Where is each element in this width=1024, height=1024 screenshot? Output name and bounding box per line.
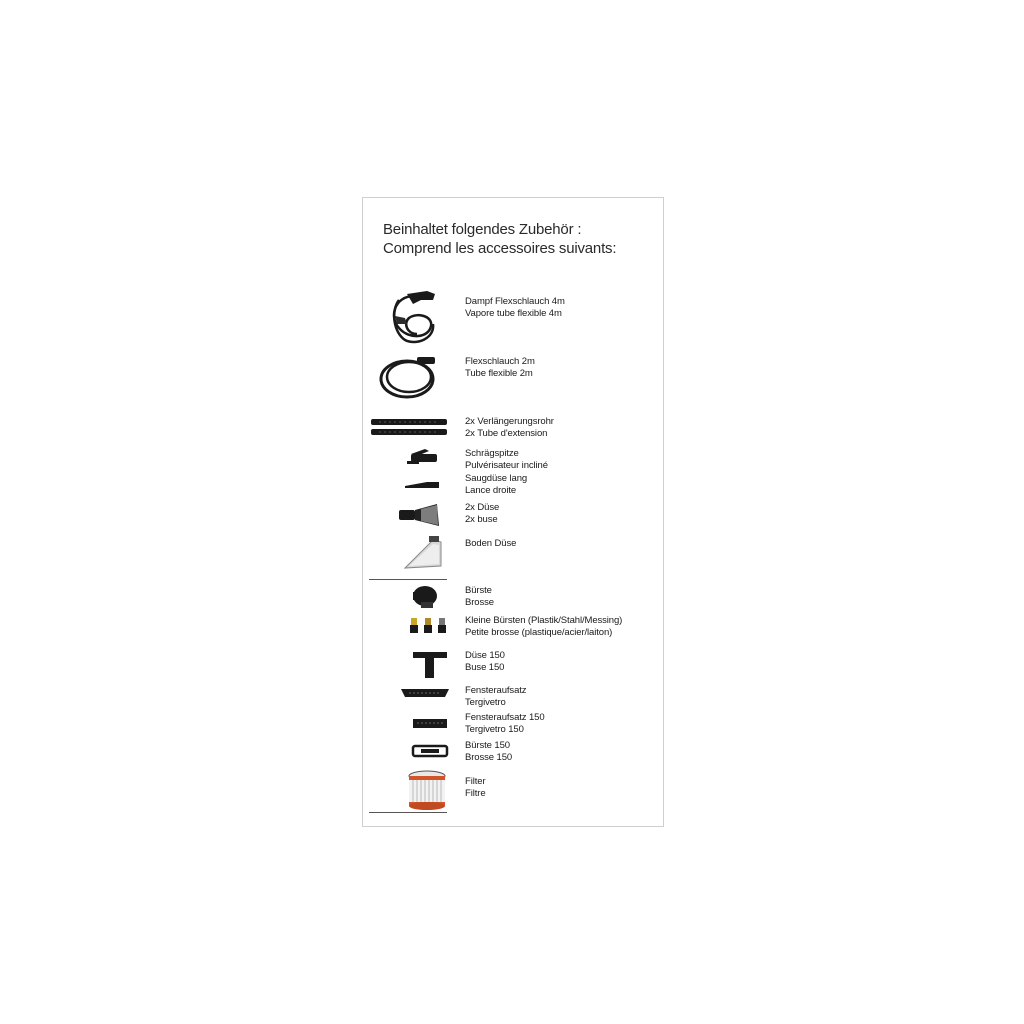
item-label-german: Fensteraufsatz 150 (465, 712, 545, 723)
list-item-small-brushes (363, 612, 663, 640)
item-label-german: Boden Düse (465, 538, 517, 549)
item-label-german: Flexschlauch 2m (465, 356, 535, 367)
item-label-french: Brosse 150 (465, 752, 513, 763)
item-label-german: Filter (465, 776, 486, 787)
t-nozzle-icon (369, 646, 449, 680)
cone-nozzle-icon (369, 498, 449, 532)
list-item-window-attachment (363, 685, 663, 711)
item-label-french: Pulvérisateur incliné (465, 460, 548, 471)
item-text (465, 448, 548, 472)
list-item-angled-nozzle (363, 446, 663, 470)
item-label-german: Fensteraufsatz (465, 685, 527, 696)
item-text (465, 356, 535, 380)
item-label-french: Petite brosse (plastique/acier/laiton) (465, 627, 613, 638)
list-item-extension-tube (363, 414, 663, 440)
list-item-floor-nozzle (363, 532, 663, 576)
item-label-french: 2x buse (465, 514, 498, 525)
item-text (465, 473, 527, 497)
item-text (465, 538, 516, 550)
accessories-heading (383, 220, 616, 258)
item-label-french: Tergivetro 150 (465, 724, 524, 735)
item-text (465, 416, 554, 440)
floor-nozzle-icon (369, 532, 449, 576)
divider (369, 812, 447, 813)
item-label-german: Dampf Flexschlauch 4m (465, 296, 565, 307)
item-text (465, 296, 565, 320)
item-label-german: Bürste 150 (465, 740, 510, 751)
item-text (465, 615, 622, 639)
item-text (465, 740, 512, 764)
item-label-french: Buse 150 (465, 662, 505, 673)
filter-icon (369, 768, 449, 814)
item-text (465, 685, 526, 709)
divider (369, 579, 447, 580)
item-label-german: Saugdüse lang (465, 473, 528, 484)
list-item-brush-150 (363, 739, 663, 765)
item-label-french: Filtre (465, 788, 486, 799)
extension-tube-icon (369, 414, 449, 440)
item-label-german: Düse 150 (465, 650, 505, 661)
list-item-cone-nozzle (363, 498, 663, 532)
item-text (465, 776, 486, 800)
heading-line-french: Comprend les accessoires suivants: (383, 240, 617, 257)
item-label-french: Tube flexible 2m (465, 368, 533, 379)
steam-hose-icon (369, 288, 449, 348)
item-label-german: Kleine Bürsten (Plastik/Stahl/Messing) (465, 615, 623, 626)
flex-hose-icon (369, 351, 449, 403)
item-label-french: Brosse (465, 597, 494, 608)
round-brush-icon (369, 582, 449, 610)
list-item-steam-hose (363, 288, 663, 348)
list-item-flex-hose (363, 351, 663, 403)
item-label-french: Lance droite (465, 485, 517, 496)
list-item-window-attachment-150 (363, 712, 663, 738)
small-brushes-icon (369, 612, 449, 640)
list-item-round-brush (363, 582, 663, 610)
item-label-german: Bürste (465, 585, 492, 596)
accessories-card (362, 197, 664, 827)
item-label-french: 2x Tube d'extension (465, 428, 548, 439)
item-text (465, 712, 545, 736)
item-text (465, 502, 499, 526)
list-item-long-nozzle (363, 472, 663, 496)
brush-150-icon (369, 739, 449, 765)
item-text (465, 585, 494, 609)
item-label-german: Schrägspitze (465, 448, 519, 459)
list-item-t-nozzle (363, 646, 663, 680)
window-attachment-150-icon (369, 712, 449, 738)
item-label-french: Vapore tube flexible 4m (465, 308, 562, 319)
list-item-filter (363, 768, 663, 814)
item-label-german: 2x Verlängerungsrohr (465, 416, 554, 427)
angled-nozzle-icon (369, 446, 449, 470)
window-attachment-icon (369, 685, 449, 711)
item-text (465, 650, 505, 674)
item-label-german: 2x Düse (465, 502, 500, 513)
item-label-french: Tergivetro (465, 697, 506, 708)
long-nozzle-icon (369, 472, 449, 496)
heading-line-german: Beinhaltet folgendes Zubehör : (383, 221, 582, 238)
